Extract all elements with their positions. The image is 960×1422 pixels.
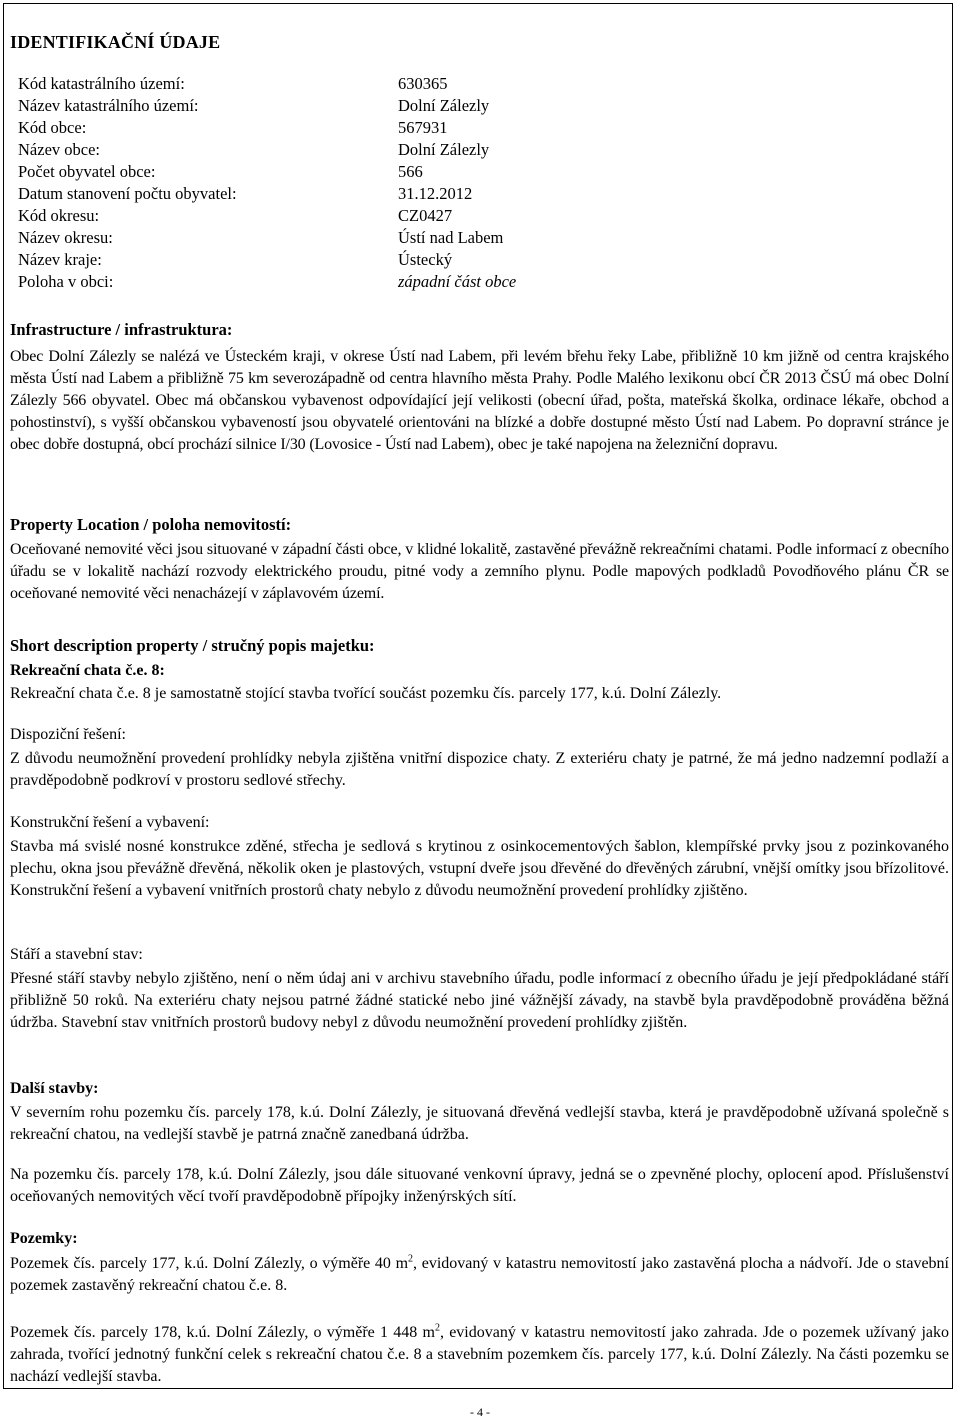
other-buildings-heading: Další stavby: <box>10 1080 99 1097</box>
other-buildings-text-2: Na pozemku čís. parcely 178, k.ú. Dolní Zálezly, jsou dále situované venkovní úpravy, jedná se o zpevněné plochy, oplocení apod. Příslušenství oceňovaných nemovitých věcí tvoří pravděpodobně přípojky inženýrských sítí. <box>10 1166 949 1205</box>
document-title: IDENTIFIKAČNÍ ÚDAJE <box>10 32 221 52</box>
id-label: Název okresu: <box>18 228 113 247</box>
id-label: Kód katastrálního území: <box>18 74 185 93</box>
id-value: 630365 <box>398 74 448 93</box>
chata-intro: Rekreační chata č.e. 8 je samostatně stojící stavba tvořící součást pozemku čís. parcely 177, k.ú. Dolní Zálezly. <box>10 685 722 702</box>
id-label: Název katastrálního území: <box>18 96 199 115</box>
id-value: Dolní Zálezly <box>398 140 490 159</box>
id-value: 566 <box>398 162 423 181</box>
id-value: 31.12.2012 <box>398 184 473 203</box>
id-value: 567931 <box>398 118 448 137</box>
id-value: CZ0427 <box>398 206 453 225</box>
disposition-label: Dispoziční řešení: <box>10 726 126 743</box>
location-text: Oceňované nemovité věci jsou situované v západní části obce, v klidné lokalitě, zastavěné převážně rekreačními chatami. Podle informací z obecního úřadu se v lokalitě nachází rozvody elektrického proudu, pitné vody a zemního plynu. Podle mapových podkladů Povodňového plánu ČR se oceňované nemovité věci nenacházejí v záplavovém území. <box>10 541 949 602</box>
disposition-text: Z důvodu neumožnění provedení prohlídky nebyla zjištěna vnitřní dispozice chaty. Z exteriéru chaty je patrné, že má jedno nadzemní podlaží a pravděpodobně podkroví v prostoru sedlové střechy. <box>10 750 949 789</box>
id-value: západní část obce <box>398 272 517 291</box>
description-heading: Short description property / stručný popis majetku: <box>10 636 375 655</box>
land-heading: Pozemky: <box>10 1230 78 1247</box>
age-text: Přesné stáří stavby nebylo zjištěno, není o něm údaj ani v archivu stavebního úřadu, podle informací z obecního úřadu je její předpokládané stáří přibližně 50 roků. Na exteriéru chaty nejsou patrné žádné statické nebo jiné vážnější závady, na stavbě byla pravděpodobně prováděna běžná údržba. Stavební stav vnitřních prostorů budovy nebyl z důvodu neumožnění provedení prohlídky zjištěn. <box>10 970 949 1031</box>
id-label: Poloha v obci: <box>18 272 114 291</box>
id-label: Kód okresu: <box>18 206 100 225</box>
other-buildings-text-1: V severním rohu pozemku čís. parcely 178, k.ú. Dolní Zálezly, je situovaná dřevěná vedlejší stavba, která je pravděpodobně užívaná společně s rekreační chatou, na vedlejší stavbě je patrná značně zanedbaná údržba. <box>10 1104 949 1143</box>
id-value: Dolní Zálezly <box>398 96 490 115</box>
id-value: Ústí nad Labem <box>398 228 504 247</box>
infrastructure-heading: Infrastructure / infrastruktura: <box>10 320 233 339</box>
id-label: Počet obyvatel obce: <box>18 162 156 181</box>
infrastructure-text: Obec Dolní Zálezly se nalézá ve Ústeckém kraji, v okrese Ústí nad Labem, při levém břehu řeky Labe, přibližně 10 km jižně od centra krajského města Ústí nad Labem a přibližně 75 km severozápadně od centra hlavního města Prahy. Podle Malého lexikonu obcí ČR 2013 ČSÚ má obec Dolní Zálezly 566 obyvatel. Obec má občanskou vybavenost odpovídající její velikosti (obecní úřad, pošta, mateřská školka, ordinace lékaře, obchod a pohostinství), s vyšší občanskou vybaveností jsou obyvatelé orientováni na blízké a dobře dostupné město Ústí nad Labem. Po dopravní stránce je obec dobře dostupná, obcí prochází silnice I/30 (Lovosice - Ústí nad Labem), obec je také napojena na železniční dopravu. <box>10 348 949 453</box>
id-label: Kód obce: <box>18 118 87 137</box>
land-parcel-177: Pozemek čís. parcely 177, k.ú. Dolní Zálezly, o výměře 40 $m^2$, evidovaný v katastru nemovitostí jako zastavěná plocha a nádvoří. Jde o stavební pozemek zastavěný rekreační chatou č.e. 8. <box>10 1253 949 1294</box>
land-parcel-178: Pozemek čís. parcely 178, k.ú. Dolní Zálezly, o výměře 1 448 $m^2$, evidovaný v katastru nemovitostí jako zahrada. Jde o pozemek užívaný jako zahrada, tvořící jednotný funkční celek s rekreační chatou č.e. 8 a stavebním pozemkem čís. parcely 177, k.ú. Dolní Zálezly. Na části pozemku se nachází vedlejší stavba. <box>10 1322 950 1385</box>
chata-subheading: Rekreační chata č.e. 8: <box>10 662 165 679</box>
construction-label: Konstrukční řešení a vybavení: <box>10 814 210 831</box>
id-label: Datum stanovení počtu obyvatel: <box>18 184 237 203</box>
id-label: Název kraje: <box>18 250 102 269</box>
id-label: Název obce: <box>18 140 100 159</box>
location-heading: Property Location / poloha nemovitostí: <box>10 515 292 534</box>
construction-text: Stavba má svislé nosné konstrukce zděné, střecha je sedlová s krytinou z osinkocementových šablon, klempířské prvky jsou z pozinkovaného plechu, okna jsou převážně dřevěná, několik oken je plastových, vstupní dveře jsou dřevěné do dřevěných zárubní, vnější omítky jsou břízolitové. Konstrukční řešení a vybavení vnitřních prostorů chaty nebylo z důvodu neumožnění provedení prohlídky zjištěno. <box>10 838 949 899</box>
age-label: Stáří a stavební stav: <box>10 946 143 963</box>
page-number: - 4 - <box>470 1405 490 1419</box>
id-value: Ústecký <box>398 250 453 269</box>
